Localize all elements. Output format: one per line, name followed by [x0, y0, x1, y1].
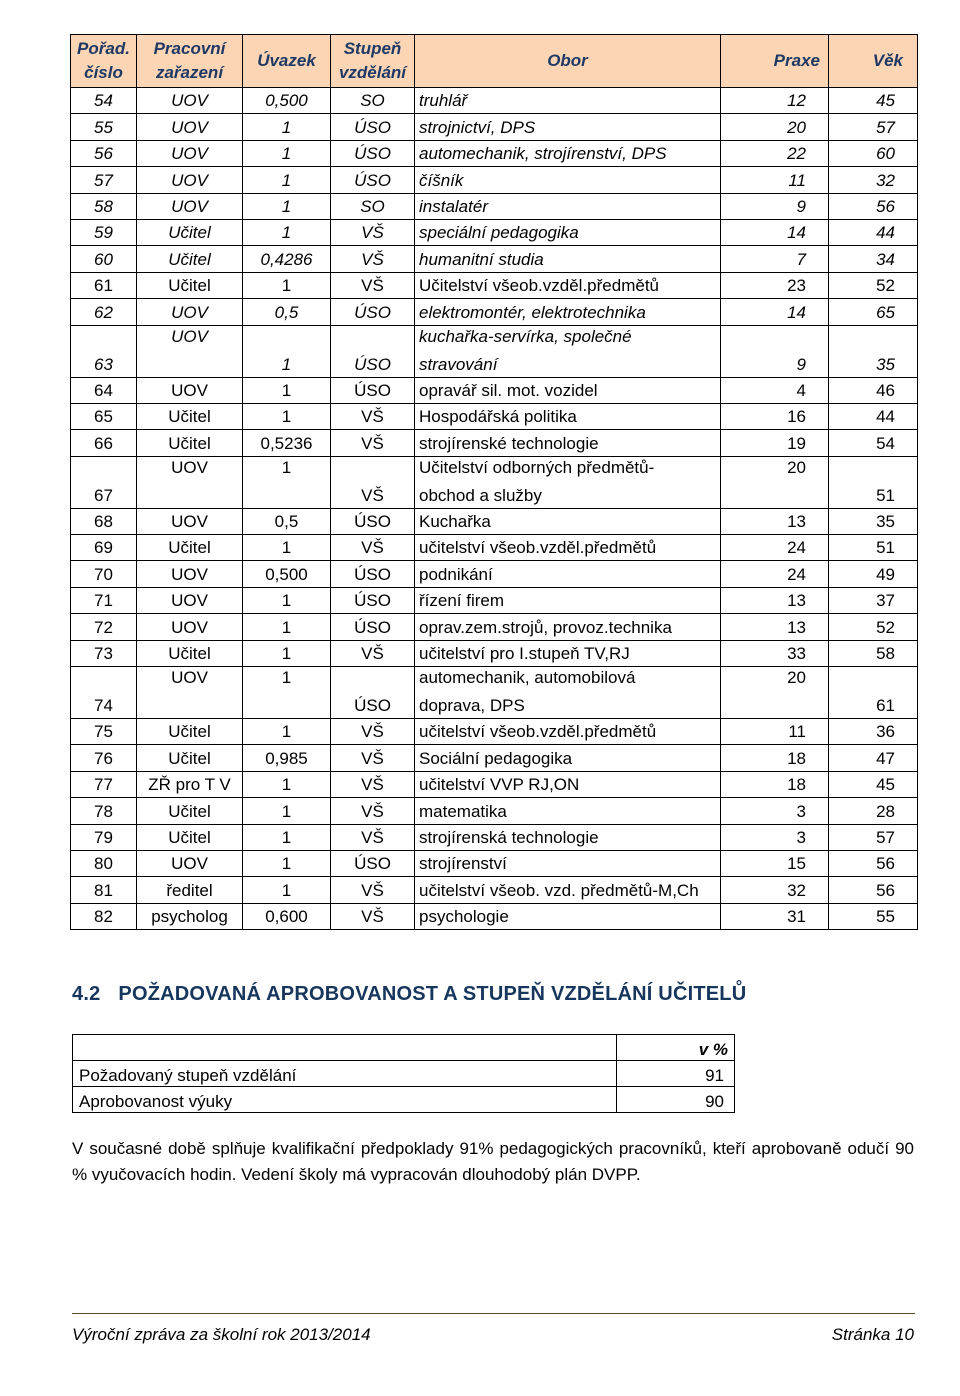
cell-field-line: Učitelství odborných předmětů-	[419, 457, 655, 477]
cell-workload: 1	[243, 114, 331, 140]
table-header-row	[71, 35, 918, 88]
cell-workload: 0,5236	[243, 430, 331, 456]
table-row	[71, 325, 918, 377]
cell-workload: 0,985	[243, 745, 331, 771]
cell-practice: 22	[721, 140, 829, 166]
cell-age: 47	[829, 745, 918, 771]
cell-age: 46	[829, 377, 918, 403]
cell-education: VŠ	[331, 903, 415, 929]
footer-report-title: Výroční zpráva za školní rok 2013/2014	[72, 1325, 371, 1344]
cell-order-number: 79	[71, 824, 137, 850]
cell-age: 51	[829, 456, 918, 508]
cell-position: UOV	[137, 114, 243, 140]
summary-paragraph: V současné době splňuje kvalifikační předpoklady 91% pedagogických pracovníků, kteří aprobovaně odučí 90 % vyučovacích hodin. Vedení školy má vypracován dlouhodobý plán DVPP.	[72, 1139, 914, 1184]
cell-field: strojnictví, DPS	[415, 114, 721, 140]
cell-education: SO	[331, 88, 415, 114]
cell-position: UOV	[137, 508, 243, 534]
cell-workload: 1	[243, 456, 331, 508]
cell-workload: 1	[243, 140, 331, 166]
table-body	[71, 88, 918, 930]
cell-age: 44	[829, 219, 918, 245]
cell-position: UOV	[137, 587, 243, 613]
cell-age: 56	[829, 193, 918, 219]
table-row	[71, 88, 918, 114]
cell-workload: 1	[243, 377, 331, 403]
cell-age: 51	[829, 535, 918, 561]
cell-workload: 0,5	[243, 508, 331, 534]
cell-age: 56	[829, 877, 918, 903]
table-row	[71, 403, 918, 429]
cell-workload: 1	[243, 614, 331, 640]
cell-position: UOV	[137, 614, 243, 640]
cell-education: ÚSO	[331, 587, 415, 613]
cell-education: ÚSO	[331, 614, 415, 640]
table-row	[71, 614, 918, 640]
cell-field-line: obchod a služby	[419, 485, 542, 505]
table-row	[71, 114, 918, 140]
cell-education: SO	[331, 193, 415, 219]
header-practice: Praxe	[721, 35, 829, 88]
cell-age: 49	[829, 561, 918, 587]
cell-practice: 18	[721, 771, 829, 797]
table-row	[71, 140, 918, 166]
cell-position: Učitel	[137, 719, 243, 745]
cell-practice: 4	[721, 377, 829, 403]
cell-age: 52	[829, 272, 918, 298]
cell-order-number: 55	[71, 114, 137, 140]
cell-field: speciální pedagogika	[415, 219, 721, 245]
cell-education: VŠ	[331, 745, 415, 771]
cell-practice: 3	[721, 798, 829, 824]
cell-order-number: 75	[71, 719, 137, 745]
cell-practice: 11	[721, 167, 829, 193]
table-row	[71, 824, 918, 850]
approbation-value: 91	[617, 1061, 735, 1087]
cell-field: instalatér	[415, 193, 721, 219]
cell-education: ÚSO	[331, 508, 415, 534]
approbation-header-value: v %	[617, 1035, 735, 1061]
cell-field: humanitní studia	[415, 246, 721, 272]
cell-field: automechanik, strojírenství, DPS	[415, 140, 721, 166]
cell-education: VŠ	[331, 877, 415, 903]
approbation-label: Aprobovanost výuky	[73, 1087, 617, 1113]
cell-practice: 15	[721, 850, 829, 876]
cell-field: učitelství VVP RJ,ON	[415, 771, 721, 797]
cell-field-line: doprava, DPS	[419, 696, 525, 716]
cell-age: 58	[829, 640, 918, 666]
cell-position: Učitel	[137, 798, 243, 824]
cell-order-number: 82	[71, 903, 137, 929]
cell-field: učitelství pro I.stupeň TV,RJ	[415, 640, 721, 666]
cell-age: 32	[829, 167, 918, 193]
footer-page-number: Stránka 10	[831, 1325, 914, 1344]
table-row	[71, 850, 918, 876]
cell-position: Učitel	[137, 535, 243, 561]
cell-field	[415, 667, 721, 719]
cell-practice: 32	[721, 877, 829, 903]
cell-order-number: 71	[71, 587, 137, 613]
cell-order-number: 65	[71, 403, 137, 429]
cell-order-number: 61	[71, 272, 137, 298]
cell-practice: 7	[721, 246, 829, 272]
cell-age: 35	[829, 325, 918, 377]
cell-education: ÚSO	[331, 325, 415, 377]
cell-practice: 20	[721, 456, 829, 508]
cell-position: UOV	[137, 456, 243, 508]
cell-order-number: 73	[71, 640, 137, 666]
table-row	[71, 299, 918, 325]
cell-order-number: 64	[71, 377, 137, 403]
approbation-row	[73, 1087, 735, 1113]
cell-position: ředitel	[137, 877, 243, 903]
cell-workload: 0,600	[243, 903, 331, 929]
cell-age: 60	[829, 140, 918, 166]
cell-education: VŠ	[331, 403, 415, 429]
cell-practice: 24	[721, 535, 829, 561]
cell-position: UOV	[137, 667, 243, 719]
cell-education: ÚSO	[331, 167, 415, 193]
cell-workload: 1	[243, 167, 331, 193]
cell-workload: 1	[243, 193, 331, 219]
cell-workload: 1	[243, 219, 331, 245]
section-title: POŽADOVANÁ APROBOVANOST A STUPEŇ VZDĚLÁNÍ UČITELŮ	[118, 983, 747, 1005]
cell-order-number: 56	[71, 140, 137, 166]
cell-practice: 9	[721, 325, 829, 377]
cell-age: 28	[829, 798, 918, 824]
cell-field: učitelství všeob.vzděl.předmětů	[415, 535, 721, 561]
cell-order-number: 58	[71, 193, 137, 219]
approbation-header-empty	[73, 1035, 617, 1061]
cell-age: 52	[829, 614, 918, 640]
cell-workload: 1	[243, 272, 331, 298]
cell-workload: 0,500	[243, 88, 331, 114]
cell-age: 61	[829, 667, 918, 719]
table-row	[71, 719, 918, 745]
cell-field: podnikání	[415, 561, 721, 587]
cell-education: ÚSO	[331, 377, 415, 403]
header-order: Pořad. číslo	[71, 35, 137, 88]
cell-order-number: 81	[71, 877, 137, 903]
cell-practice: 14	[721, 219, 829, 245]
cell-education: ÚSO	[331, 850, 415, 876]
cell-order-number: 77	[71, 771, 137, 797]
cell-order-number: 67	[71, 456, 137, 508]
cell-order-number: 74	[71, 667, 137, 719]
cell-education: VŠ	[331, 640, 415, 666]
cell-education: VŠ	[331, 246, 415, 272]
table-row	[71, 430, 918, 456]
cell-education: ÚSO	[331, 140, 415, 166]
cell-order-number: 68	[71, 508, 137, 534]
cell-position: Učitel	[137, 272, 243, 298]
approbation-label: Požadovaný stupeň vzdělání	[73, 1061, 617, 1087]
section-heading	[72, 983, 746, 1006]
cell-order-number: 69	[71, 535, 137, 561]
table-row	[71, 167, 918, 193]
cell-field-line: stravování	[419, 354, 498, 374]
cell-education: VŠ	[331, 219, 415, 245]
cell-position: Učitel	[137, 824, 243, 850]
cell-field: Hospodářská politika	[415, 403, 721, 429]
cell-practice: 20	[721, 667, 829, 719]
cell-practice: 24	[721, 561, 829, 587]
cell-order-number: 62	[71, 299, 137, 325]
cell-workload: 0,500	[243, 561, 331, 587]
cell-field: strojírenské technologie	[415, 430, 721, 456]
staff-table	[70, 34, 918, 930]
cell-field	[415, 456, 721, 508]
cell-order-number: 57	[71, 167, 137, 193]
cell-position: Učitel	[137, 640, 243, 666]
cell-practice: 18	[721, 745, 829, 771]
header-education: Stupeň vzdělání	[331, 35, 415, 88]
cell-practice: 3	[721, 824, 829, 850]
cell-practice: 16	[721, 403, 829, 429]
cell-field: Učitelství všeob.vzděl.předmětů	[415, 272, 721, 298]
footer-divider	[72, 1313, 915, 1314]
cell-education: VŠ	[331, 719, 415, 745]
header-position: Pracovní zařazení	[137, 35, 243, 88]
approbation-value: 90	[617, 1087, 735, 1113]
cell-position: UOV	[137, 299, 243, 325]
cell-position: UOV	[137, 88, 243, 114]
cell-age: 45	[829, 88, 918, 114]
table-row	[71, 877, 918, 903]
cell-age: 57	[829, 114, 918, 140]
cell-workload: 1	[243, 877, 331, 903]
cell-practice: 19	[721, 430, 829, 456]
cell-education: VŠ	[331, 456, 415, 508]
table-row	[71, 377, 918, 403]
cell-education: VŠ	[331, 824, 415, 850]
cell-age: 54	[829, 430, 918, 456]
cell-position: UOV	[137, 193, 243, 219]
cell-education: VŠ	[331, 272, 415, 298]
cell-age: 56	[829, 850, 918, 876]
cell-position: UOV	[137, 377, 243, 403]
cell-order-number: 78	[71, 798, 137, 824]
approbation-header-row	[73, 1035, 735, 1061]
cell-education: ÚSO	[331, 299, 415, 325]
cell-age: 34	[829, 246, 918, 272]
cell-age: 45	[829, 771, 918, 797]
cell-age: 55	[829, 903, 918, 929]
cell-field: učitelství všeob. vzd. předmětů-M,Ch	[415, 877, 721, 903]
cell-field: strojírenství	[415, 850, 721, 876]
cell-practice: 13	[721, 614, 829, 640]
cell-age: 37	[829, 587, 918, 613]
cell-workload: 1	[243, 719, 331, 745]
cell-field: elektromontér, elektrotechnika	[415, 299, 721, 325]
table-row	[71, 798, 918, 824]
cell-position: Učitel	[137, 246, 243, 272]
cell-workload: 1	[243, 535, 331, 561]
cell-age: 36	[829, 719, 918, 745]
table-row	[71, 667, 918, 719]
cell-education: VŠ	[331, 535, 415, 561]
cell-practice: 31	[721, 903, 829, 929]
cell-field: truhlář	[415, 88, 721, 114]
cell-field: Kuchařka	[415, 508, 721, 534]
cell-field: učitelství všeob.vzděl.předmětů	[415, 719, 721, 745]
cell-order-number: 70	[71, 561, 137, 587]
cell-position: UOV	[137, 561, 243, 587]
cell-field: psychologie	[415, 903, 721, 929]
cell-order-number: 60	[71, 246, 137, 272]
cell-field: Sociální pedagogika	[415, 745, 721, 771]
cell-field: opravář sil. mot. vozidel	[415, 377, 721, 403]
cell-age: 35	[829, 508, 918, 534]
cell-practice: 11	[721, 719, 829, 745]
cell-workload: 1	[243, 325, 331, 377]
cell-practice: 13	[721, 587, 829, 613]
cell-workload: 1	[243, 771, 331, 797]
cell-workload: 1	[243, 850, 331, 876]
cell-order-number: 63	[71, 325, 137, 377]
cell-order-number: 54	[71, 88, 137, 114]
cell-position: Učitel	[137, 430, 243, 456]
cell-position: Učitel	[137, 745, 243, 771]
table-row	[71, 771, 918, 797]
table-row	[71, 561, 918, 587]
cell-workload: 1	[243, 824, 331, 850]
cell-workload: 1	[243, 798, 331, 824]
cell-education: VŠ	[331, 798, 415, 824]
cell-order-number: 66	[71, 430, 137, 456]
cell-workload: 0,5	[243, 299, 331, 325]
cell-practice: 20	[721, 114, 829, 140]
table-row	[71, 456, 918, 508]
cell-practice: 9	[721, 193, 829, 219]
cell-education: VŠ	[331, 771, 415, 797]
cell-field-line: automechanik, automobilová	[419, 668, 636, 688]
table-row	[71, 219, 918, 245]
cell-workload: 1	[243, 640, 331, 666]
table-row	[71, 640, 918, 666]
approbation-row	[73, 1061, 735, 1087]
cell-practice: 23	[721, 272, 829, 298]
header-workload: Úvazek	[243, 35, 331, 88]
cell-field: řízení firem	[415, 587, 721, 613]
section-number: 4.2	[72, 983, 101, 1005]
cell-position: psycholog	[137, 903, 243, 929]
table-row	[71, 745, 918, 771]
cell-position: UOV	[137, 850, 243, 876]
cell-practice: 33	[721, 640, 829, 666]
cell-order-number: 76	[71, 745, 137, 771]
cell-field	[415, 325, 721, 377]
cell-practice: 12	[721, 88, 829, 114]
table-row	[71, 246, 918, 272]
cell-age: 44	[829, 403, 918, 429]
cell-workload: 1	[243, 587, 331, 613]
cell-field: strojírenská technologie	[415, 824, 721, 850]
cell-position: Učitel	[137, 403, 243, 429]
table-row	[71, 272, 918, 298]
cell-education: VŠ	[331, 430, 415, 456]
cell-position: UOV	[137, 325, 243, 377]
cell-practice: 14	[721, 299, 829, 325]
cell-position: UOV	[137, 167, 243, 193]
cell-order-number: 80	[71, 850, 137, 876]
cell-workload: 1	[243, 667, 331, 719]
table-row	[71, 193, 918, 219]
cell-education: ÚSO	[331, 667, 415, 719]
table-row	[71, 903, 918, 929]
approbation-table	[72, 1034, 735, 1113]
cell-position: ZŘ pro T V	[137, 771, 243, 797]
cell-order-number: 59	[71, 219, 137, 245]
table-row	[71, 587, 918, 613]
table-row	[71, 535, 918, 561]
header-age: Věk	[829, 35, 918, 88]
cell-practice: 13	[721, 508, 829, 534]
cell-field: matematika	[415, 798, 721, 824]
cell-position: UOV	[137, 140, 243, 166]
cell-workload: 0,4286	[243, 246, 331, 272]
cell-field-line: kuchařka-servírka, společné	[419, 326, 632, 346]
cell-age: 57	[829, 824, 918, 850]
cell-position: Učitel	[137, 219, 243, 245]
cell-field: oprav.zem.strojů, provoz.technika	[415, 614, 721, 640]
cell-field: číšník	[415, 167, 721, 193]
table-row	[71, 508, 918, 534]
cell-order-number: 72	[71, 614, 137, 640]
cell-education: ÚSO	[331, 561, 415, 587]
header-field: Obor	[415, 35, 721, 88]
cell-workload: 1	[243, 403, 331, 429]
cell-education: ÚSO	[331, 114, 415, 140]
cell-age: 65	[829, 299, 918, 325]
